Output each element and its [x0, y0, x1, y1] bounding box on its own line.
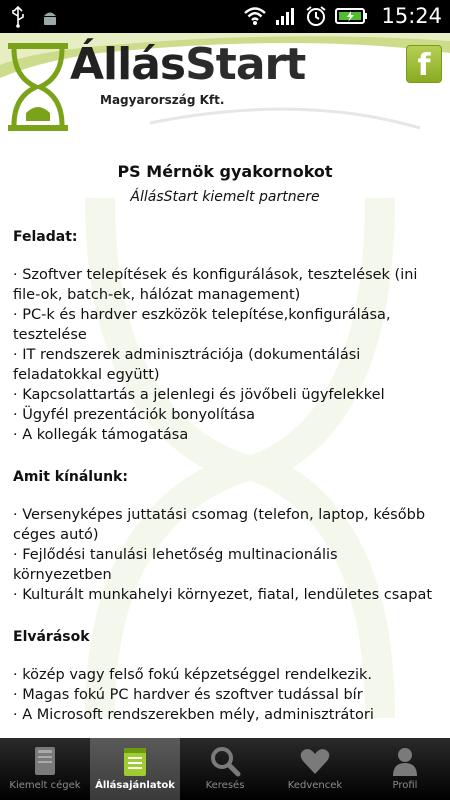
app-header [0, 33, 450, 138]
heart-icon [298, 744, 332, 778]
job-detail[interactable] [0, 138, 450, 738]
nav-label: Profil [392, 780, 418, 791]
magnifier-icon [208, 744, 242, 778]
book-icon [28, 744, 62, 778]
section-title-feladat: Feladat: [13, 229, 78, 245]
bullet-list-elvarasok [13, 665, 437, 725]
list-item: · Versenyképes juttatási csomag (telefon, laptop, később céges autó) [13, 507, 426, 543]
nav-label: Állásajánlatok [95, 780, 175, 791]
wifi-icon [243, 6, 267, 26]
facebook-icon: f [417, 48, 431, 83]
logo-subtitle: Magyarország Kft. [100, 93, 225, 107]
logo-title-suffix: Start [185, 39, 306, 90]
list-item: · közép vagy felső fokú képzetséggel rendelkezik. [13, 667, 373, 683]
logo-hourglass-icon [4, 41, 72, 133]
list-item: · IT rendszerek adminisztrációja (dokumentálási feladatokkal együtt) [13, 347, 361, 383]
nav-item-kereses[interactable] [180, 738, 270, 800]
notepad-icon [118, 744, 152, 778]
job-title: PS Mérnök gyakornokot [117, 162, 333, 181]
signal-icon [275, 6, 297, 26]
facebook-button[interactable] [406, 45, 442, 83]
status-time: 15:24 [381, 4, 442, 28]
list-item: · Kulturált munkahelyi környezet, fiatal, lendületes csapat [13, 587, 433, 603]
nav-item-kedvencek[interactable] [270, 738, 360, 800]
list-item: · Kapcsolattartás a jelenlegi és jövőbeli ügyfelekkel [13, 387, 385, 403]
section-title-elvarasok: Elvárások [13, 629, 90, 645]
bottom-nav [0, 738, 450, 800]
nav-label: Kiemelt cégek [9, 780, 81, 791]
alarm-icon [305, 5, 327, 27]
list-item: · Ügyfél prezentációk bonyolítása [13, 407, 256, 423]
list-item: · Szoftver telepítések és konfigurálások, tesztelések (ini file-ok, batch-ek, hálózat management) [13, 267, 418, 303]
nav-item-kiemelt-cegek[interactable] [0, 738, 90, 800]
logo-title [70, 39, 305, 90]
android-icon [40, 7, 60, 27]
bullet-list-kinalunk [13, 505, 437, 605]
job-partner: ÁllásStart kiemelt partnere [130, 189, 320, 205]
list-item: · A kollegák támogatása [13, 427, 189, 443]
bullet-list-feladat [13, 265, 437, 445]
list-item: · Magas fokú PC hardver és szoftver tudással bír [13, 687, 363, 703]
list-item: · PC-k és hardver eszközök telepítése,konfigurálása, tesztelése [13, 307, 391, 343]
person-icon [388, 744, 422, 778]
battery-icon [335, 6, 369, 26]
nav-item-allasajanlatok[interactable] [90, 738, 180, 800]
usb-icon [10, 6, 26, 28]
nav-item-profil[interactable] [360, 738, 450, 800]
list-item: · Fejlődési tanulási lehetőség multinacionális környezetben [13, 547, 338, 583]
nav-label: Kedvencek [287, 780, 343, 791]
section-title-kinalunk: Amit kínálunk: [13, 469, 128, 485]
logo-title-prefix: Állás [70, 39, 186, 90]
status-bar [0, 0, 450, 33]
list-item: · A Microsoft rendszerekben mély, adminisztrátori [13, 707, 374, 723]
nav-label: Keresés [205, 780, 245, 791]
